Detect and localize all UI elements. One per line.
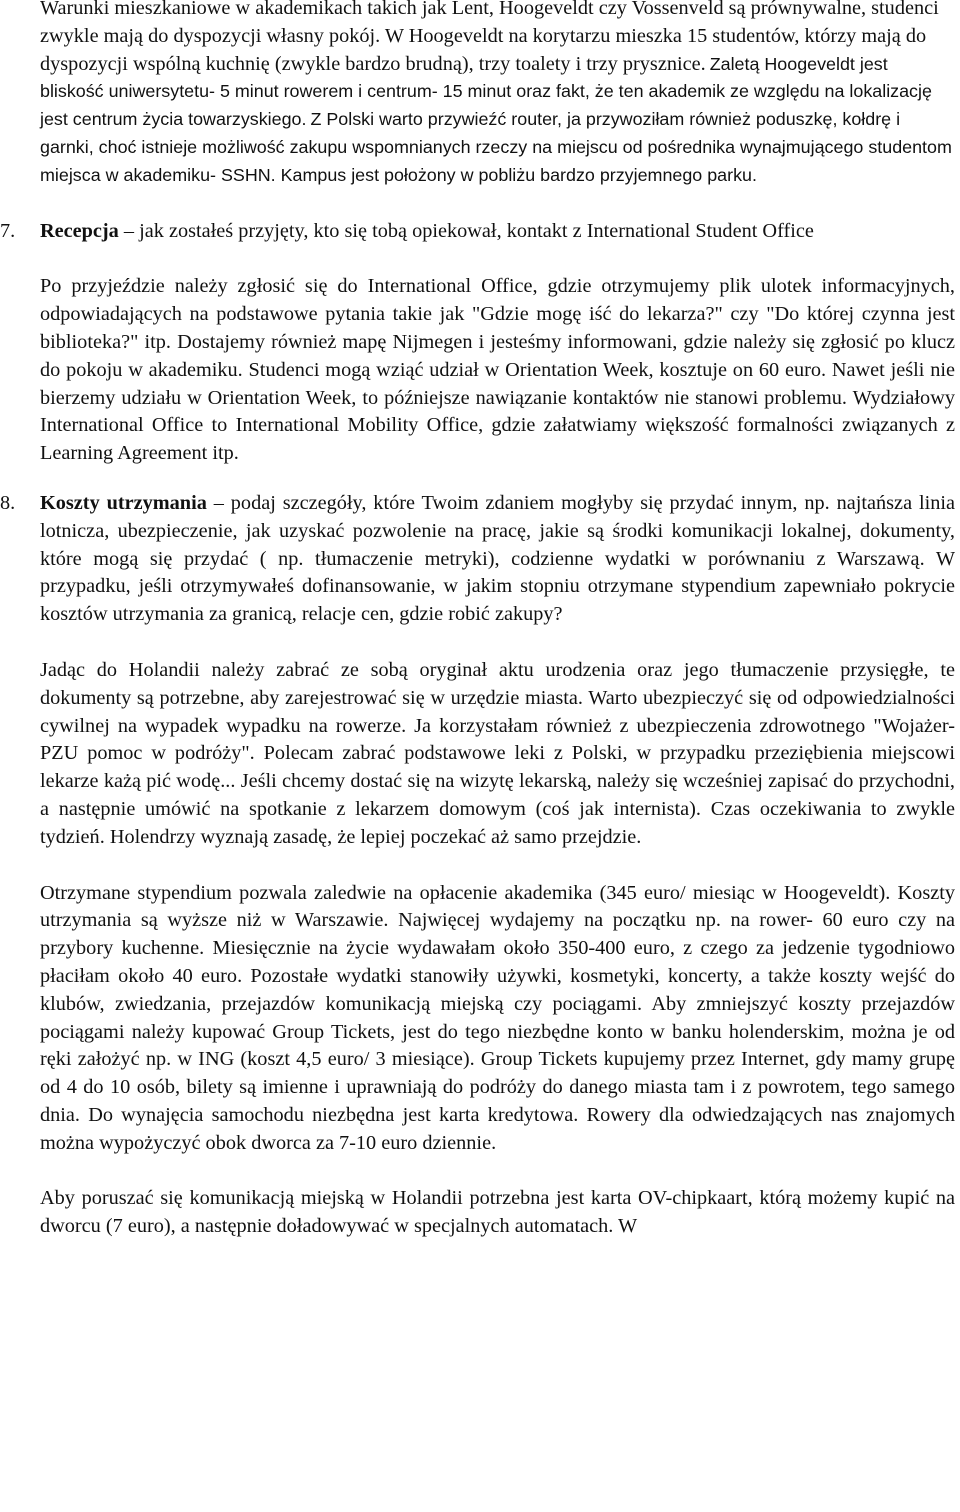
- section-7-answer: Po przyjeździe należy zgłosić się do International Office, gdzie otrzymujemy plik ulotek informacyjnych, odpowiadających na podstawowe pytania takie jak "Gdzie mogę iść do lekarza?" czy "Do której czynna jest biblioteka?" itp. Dostajemy również mapę Nijmegen i jesteśmy informowani, gdzie należy się zgłosić po klucz do pokoju w akademiku. Studenci mogą wziąć udział w Orientation Week, kosztuje on 60 euro. Nawet jeśli nie bierzemy udziału w Orientation Week, to późniejsze nawiązanie kontaktów nie stanowi problemu. Wydziałowy International Office to International Mobility Office, gdzie załatwiamy większość formalności związanych z Learning Agreement itp.: [40, 275, 955, 465]
- section-7-question: [0, 218, 955, 246]
- section-7-dash: –: [123, 219, 135, 242]
- section-8-question-text: podaj szczegóły, które Twoim zdaniem mogłyby się przydać innym, np. najtańsza linia lotnicza, ubezpieczenie, jak uzyskać pozwolenie na pracę, jakie są środki komunikacji lokalnej, dokumenty, które mogą się przydać ( np. tłumaczenie metryki), codzienne wydatki w porównaniu z Warszawą. W przypadku, jeśli otrzymywałeś dofinansowanie, w jakim stopniu otrzymane stypendium zapewniało pokrycie kosztów utrzymania za granicą, relacje cen, gdzie robić zakupy?: [40, 491, 955, 626]
- section-7-question-text: jak zostałeś przyjęty, kto się tobą opiekował, kontakt z International Student Office: [139, 219, 814, 242]
- section-7-number: 7.: [0, 219, 16, 242]
- section-8-dash: –: [213, 491, 224, 514]
- section-7-heading: Recepcja: [40, 219, 119, 242]
- intro-text-part1: Warunki mieszkaniowe w akademikach takich jak Lent, Hoogeveldt czy Vossenveld są prównywalne, studenci zwykle mają do dyspozycji własny pokój. W Hoogeveldt na korytarzu mieszka 15 studentów, którzy mają do dyspozycji wspólną kuchnię (zwykle bardzo brudną), trzy toalety i trzy prysznice.: [40, 0, 939, 75]
- section-8-question: [0, 490, 955, 629]
- intro-paragraph: [40, 0, 955, 190]
- section-8-number: 8.: [0, 491, 16, 514]
- intro-text-part3: Z Polski warto przywieźć router, ja przywoziłam również poduszkę, kołdrę i garnki, choć istnieje możliwość zakupu wspomnianych rzeczy na miejscu od pośrednika wynajmującego studentom miejsca w akademiku- SSHN. Kampus jest położony w pobliżu bardzo przyjemnego parku.: [40, 109, 952, 185]
- intro-text-part2: Zaletą Hoogeveldt jest bliskość uniwersytetu- 5 minut rowerem i centrum- 15 minut oraz fakt, że ten akademik ze względu na lokalizację jest centrum życia towarzyskiego.: [40, 53, 932, 130]
- section-8-paragraph: Otrzymane stypendium pozwala zaledwie na opłacenie akademika (345 euro/ miesiąc w Hoogeveldt). Koszty utrzymania są wyższe niż w Warszawie. Najwięcej wydajemy na początku np. na rower- 60 euro czy na przybory kuchenne. Miesięcznie na życie wydawałam około 350-400 euro, z czego za jedzenie tygodniowo płaciłam około 40 euro. Pozostałe wydatki stanowiły używki, kosmetyki, koncerty, a także koszty wejść do klubów, zwiedzania, przejazdów komunikacją miejską czy pociągami. Aby zmniejszyć koszty przejazdów pociągami należy kupować Group Tickets, jest do tego niezbędne konto w banku holenderskim, można je od ręki założyć np. w ING (koszt 4,5 euro/ 3 miesiące). Group Tickets kupujemy przez Internet, gdy mamy grupę od 4 do 10 osób, bilety są imienne i uprawniają do podróży do danego miasta tam i z powrotem, tego samego dnia. Do wynajęcia samochodu niezbędna jest karta kredytowa. Rowery dla odwiedzających nas znajomych można wypożyczyć obok dworca za 7-10 euro dziennie.: [40, 881, 955, 1154]
- section-8-heading: Koszty utrzymania: [40, 491, 207, 514]
- section-8-paragraph: Jadąc do Holandii należy zabrać ze sobą oryginał aktu urodzenia oraz jego tłumaczenie przysięgłe, te dokumenty są potrzebne, aby zarejestrować się w urzędzie miasta. Warto ubezpieczyć się od odpowiedzialności cywilnej na wypadek wypadku na rowerze. Ja korzystałam również z ubezpieczenia zdrowotnego "Wojażer-PZU pomoc w podróży". Polecam zabrać podstawowe leki z Polski, w przypadku przeziębienia miejscowi lekarze każą pić wodę... Jeśli chcemy dostać się na wizytę lekarską, należy się wcześniej zapisać do przychodni, a następnie umówić na spotkanie z lekarzem domowym (coś jak internista). Czas oczekiwania to zwykle tydzień. Holendrzy wyznają zasadę, że lepiej poczekać aż samo przejdzie.: [40, 658, 955, 848]
- section-8-paragraph: Aby poruszać się komunikacją miejską w Holandii potrzebna jest karta OV-chipkaart, którą możemy kupić na dworcu (7 euro), a następnie doładowywać w specjalnych automatach. W: [40, 1187, 955, 1238]
